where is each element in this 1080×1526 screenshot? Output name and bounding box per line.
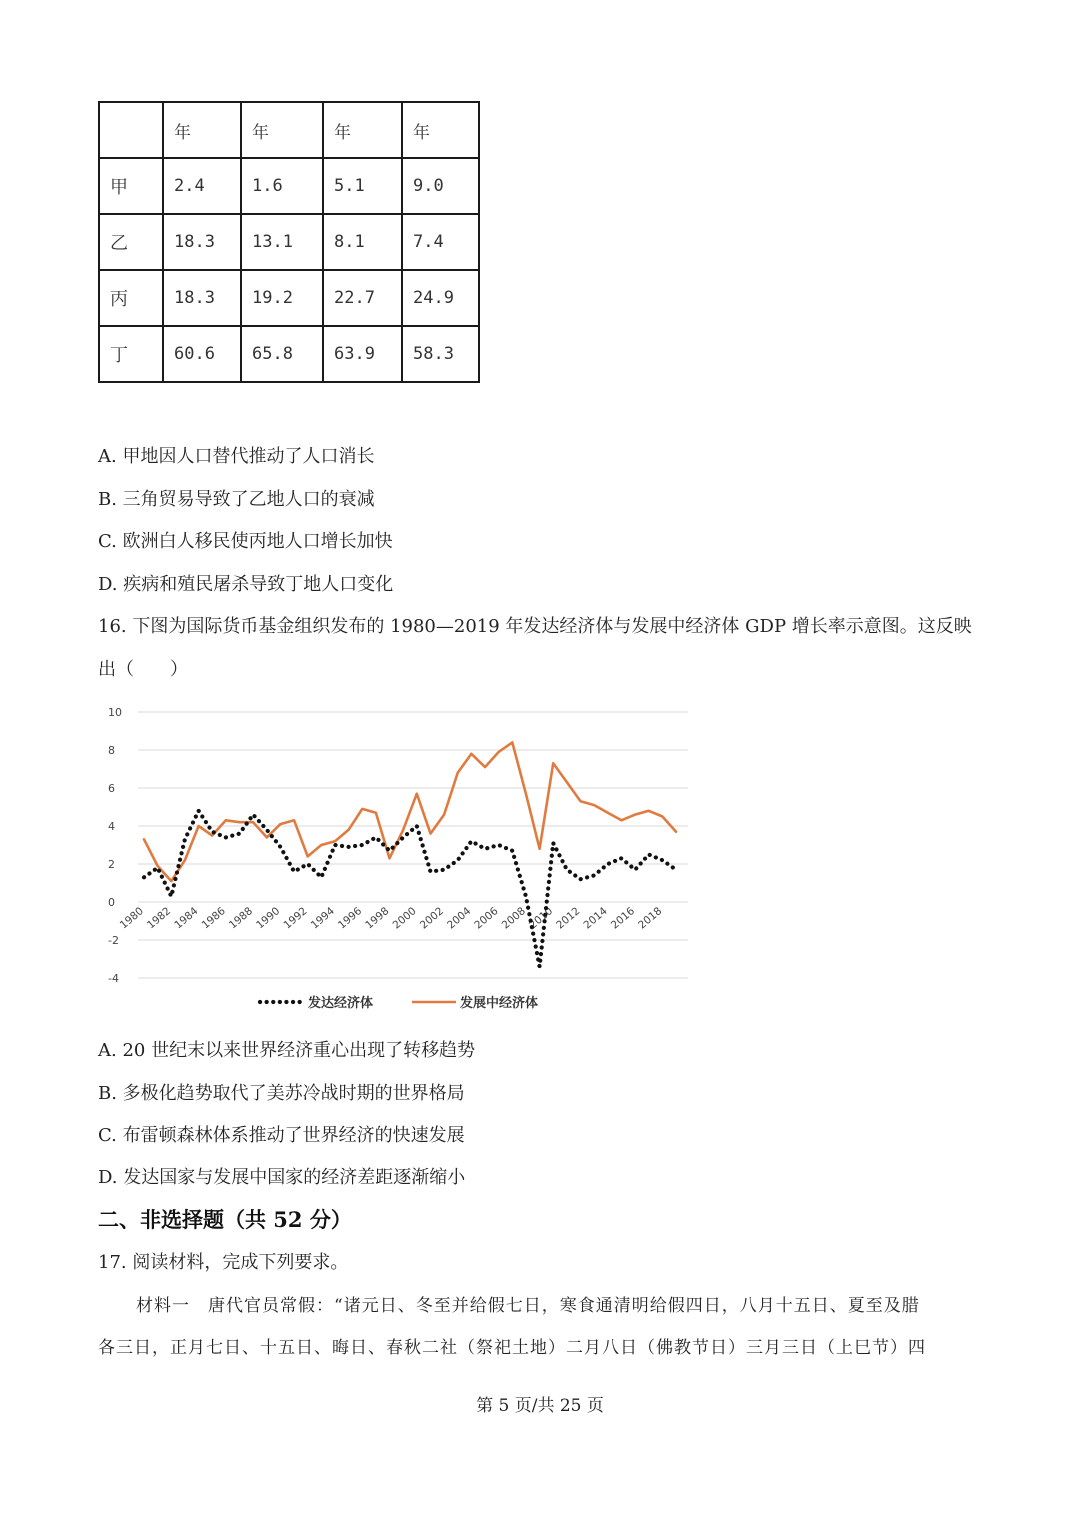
table-cell: 1.6 bbox=[241, 158, 323, 214]
q16-option-b: B. 多极化趋势取代了美苏冷战时期的世界格局 bbox=[98, 1083, 465, 1104]
x-tick-label: 1998 bbox=[363, 905, 392, 932]
x-tick-label: 1984 bbox=[172, 905, 201, 932]
table-cell: 18.3 bbox=[163, 214, 241, 270]
x-tick-label: 2002 bbox=[417, 905, 447, 932]
table-cell: 8.1 bbox=[323, 214, 402, 270]
table-header-cell: 年 bbox=[163, 102, 241, 158]
section-title: 二、非选择题（共 52 分） bbox=[98, 1207, 352, 1232]
x-tick-label: 2008 bbox=[499, 905, 528, 932]
table-cell: 60.6 bbox=[163, 326, 241, 382]
table-header-cell bbox=[99, 102, 163, 158]
x-tick-label: 2006 bbox=[472, 905, 501, 932]
q15-option-c: C. 欧洲白人移民使丙地人口增长加快 bbox=[98, 531, 393, 552]
x-tick-label: 2000 bbox=[390, 905, 419, 932]
table-cell: 22.7 bbox=[323, 270, 402, 326]
row-label: 丙 bbox=[99, 270, 163, 326]
table-cell: 63.9 bbox=[323, 326, 402, 382]
y-tick-label: 8 bbox=[108, 744, 115, 757]
row-label: 丁 bbox=[99, 326, 163, 382]
x-tick-label: 2010 bbox=[526, 905, 556, 932]
y-tick-label: 2 bbox=[108, 858, 115, 871]
table-cell: 13.1 bbox=[241, 214, 323, 270]
y-tick-label: 6 bbox=[108, 782, 115, 795]
y-tick-label: 4 bbox=[108, 820, 115, 833]
q17-material1-line2: 各三日，正月七日、十五日、晦日、春秋二社（祭祀土地）二月八日（佛教节日）三月三日（上巳节）四 bbox=[98, 1338, 926, 1358]
q16-stem-line2: 出（ ） bbox=[98, 659, 188, 680]
q16-option-c: C. 布雷顿森林体系推动了世界经济的快速发展 bbox=[98, 1125, 465, 1146]
y-tick-label: 10 bbox=[108, 706, 122, 719]
x-tick-label: 1990 bbox=[254, 905, 283, 932]
x-tick-label: 1982 bbox=[145, 905, 174, 932]
q15-option-a: A. 甲地因人口替代推动了人口消长 bbox=[98, 446, 375, 467]
table-header-cell: 年 bbox=[241, 102, 323, 158]
table-cell: 19.2 bbox=[241, 270, 323, 326]
table-cell: 24.9 bbox=[402, 270, 479, 326]
table-row bbox=[99, 214, 479, 270]
gdp-growth-chart bbox=[90, 696, 700, 1026]
x-tick-label: 2018 bbox=[636, 905, 665, 932]
x-tick-label: 2012 bbox=[554, 905, 583, 932]
y-tick-label: -2 bbox=[108, 934, 119, 947]
table-header-row bbox=[99, 102, 479, 158]
x-tick-label: 1980 bbox=[117, 905, 146, 932]
table-header-cell: 年 bbox=[402, 102, 479, 158]
row-label: 甲 bbox=[99, 158, 163, 214]
page-footer: 第 5 页/共 25 页 bbox=[476, 1396, 604, 1416]
x-tick-label: 1988 bbox=[226, 905, 256, 932]
x-tick-label: 1992 bbox=[281, 905, 310, 932]
x-tick-label: 2014 bbox=[581, 905, 610, 932]
q16-option-a: A. 20 世纪末以来世界经济重心出现了转移趋势 bbox=[98, 1040, 476, 1061]
q16-option-d: D. 发达国家与发展中国家的经济差距逐渐缩小 bbox=[98, 1167, 466, 1188]
legend-label-developing: 发展中经济体 bbox=[460, 996, 539, 1011]
q16-stem-line1: 16. 下图为国际货币基金组织发布的 1980—2019 年发达经济体与发展中经济体 GDP 增长率示意图。这反映 bbox=[98, 616, 972, 637]
x-tick-label: 1996 bbox=[335, 905, 365, 932]
table-header-cell: 年 bbox=[323, 102, 402, 158]
developing-economies-line bbox=[144, 742, 676, 881]
y-tick-label: 0 bbox=[108, 896, 115, 909]
population-table bbox=[98, 101, 480, 383]
table-row bbox=[99, 270, 479, 326]
table-cell: 9.0 bbox=[402, 158, 479, 214]
developed-economies-line bbox=[144, 811, 676, 967]
table-row bbox=[99, 158, 479, 214]
q15-option-d: D. 疾病和殖民屠杀导致丁地人口变化 bbox=[98, 574, 394, 595]
table-cell: 7.4 bbox=[402, 214, 479, 270]
row-label: 乙 bbox=[99, 214, 163, 270]
table-cell: 58.3 bbox=[402, 326, 479, 382]
x-tick-label: 2004 bbox=[445, 905, 474, 932]
q17-stem: 17. 阅读材料，完成下列要求。 bbox=[98, 1252, 349, 1273]
table-cell: 65.8 bbox=[241, 326, 323, 382]
q15-option-b: B. 三角贸易导致了乙地人口的衰减 bbox=[98, 489, 375, 510]
q17-material1-line1: 材料一 唐代官员常假：“诸元日、冬至并给假七日，寒食通清明给假四日，八月十五日、夏至及腊 bbox=[136, 1296, 920, 1316]
x-tick-label: 1994 bbox=[308, 905, 337, 932]
table-cell: 5.1 bbox=[323, 158, 402, 214]
table-cell: 2.4 bbox=[163, 158, 241, 214]
table-row bbox=[99, 326, 479, 382]
legend-label-developed: 发达经济体 bbox=[308, 996, 374, 1011]
table-cell: 18.3 bbox=[163, 270, 241, 326]
x-tick-label: 2016 bbox=[608, 905, 638, 932]
x-tick-label: 1986 bbox=[199, 905, 228, 932]
y-tick-label: -4 bbox=[108, 972, 119, 985]
